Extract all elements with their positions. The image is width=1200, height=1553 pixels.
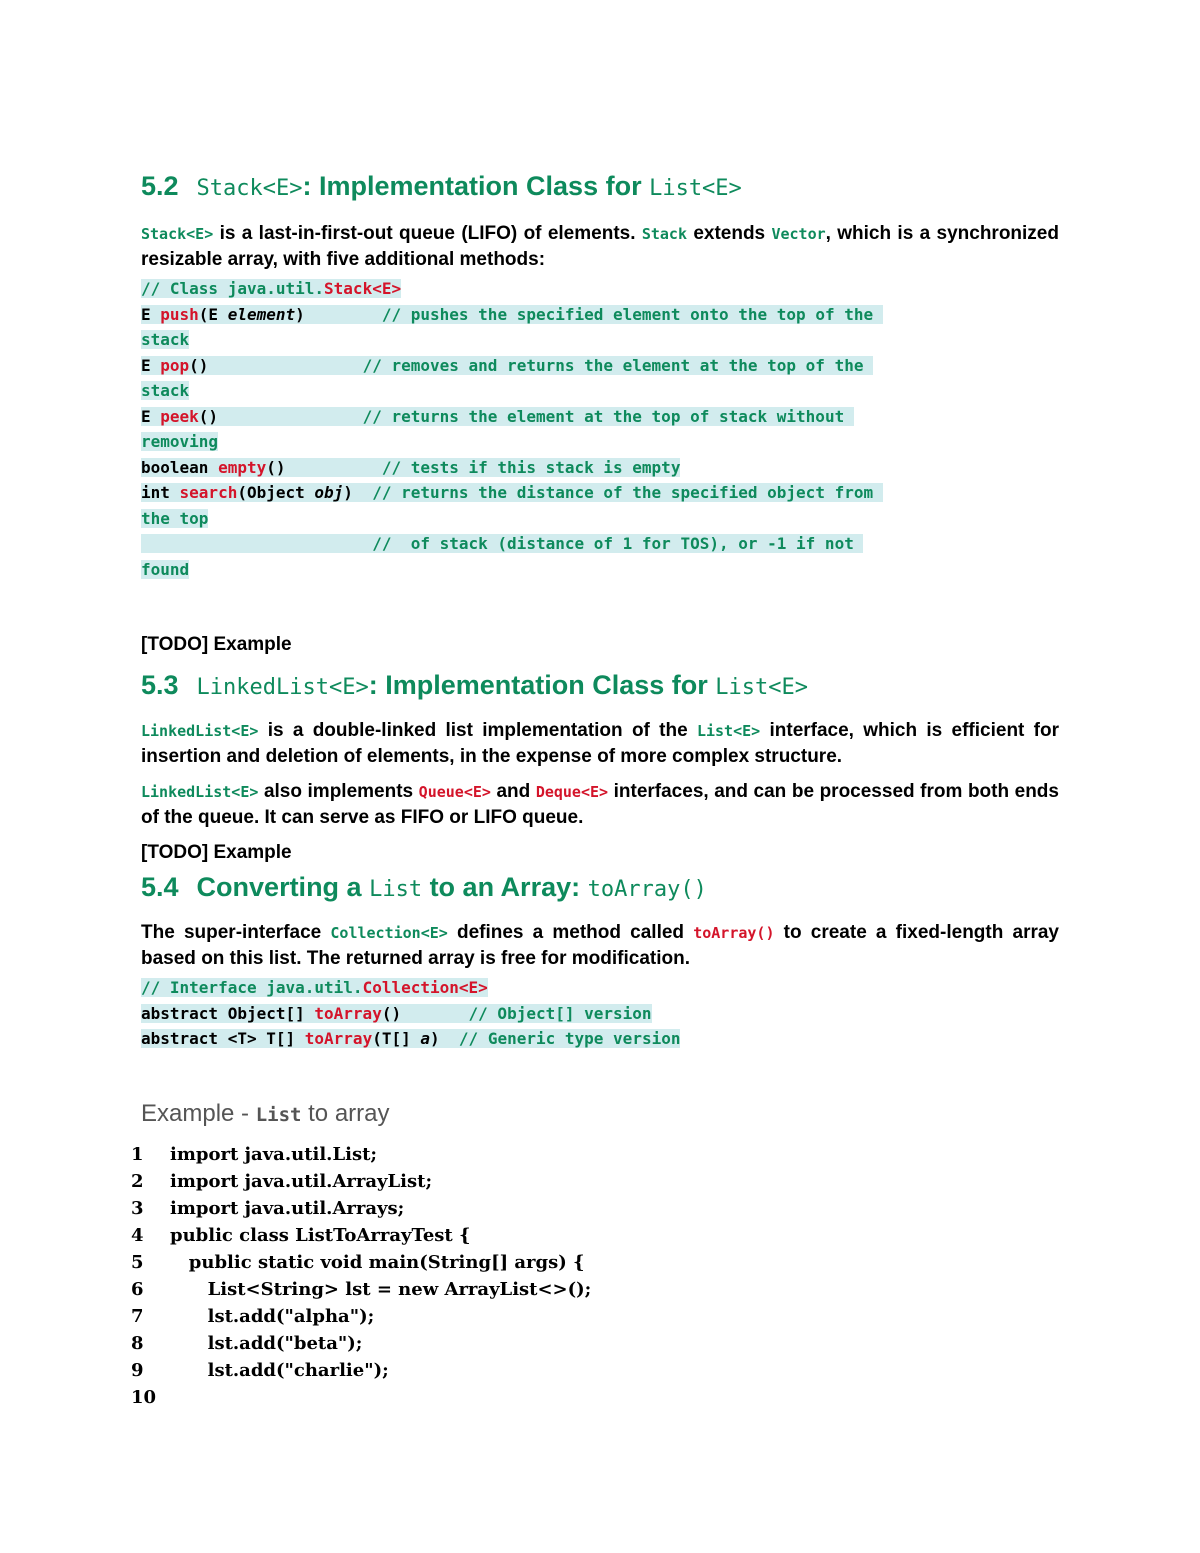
- text: The super-interface: [141, 922, 331, 943]
- inline-code: List<E>: [696, 722, 761, 740]
- heading-text: Converting a: [196, 872, 370, 902]
- listing-line: 9 lst.add("charlie");: [131, 1360, 389, 1381]
- listing-line: 3 import java.util.Arrays;: [131, 1198, 405, 1219]
- code-line: abstract Object[] toArray() // Object[] version: [141, 1003, 652, 1023]
- heading-code: List<E>: [649, 176, 742, 201]
- code-line: E pop() // removes and returns the element at the top of the: [141, 355, 874, 375]
- text: interface, which is efficient for insertion and deletion of elements, in the expense of more complex structure.: [141, 720, 1059, 767]
- inline-code: Vector: [771, 225, 826, 243]
- inline-code: LinkedList<E>: [141, 722, 259, 740]
- text: to array: [301, 1099, 390, 1127]
- heading-code: List: [369, 877, 423, 902]
- heading-text: to an Array:: [422, 872, 588, 902]
- listing-line: 1 import java.util.List;: [131, 1144, 378, 1165]
- inline-code: List: [255, 1103, 302, 1126]
- listing-line: 4 public class ListToArrayTest {: [131, 1225, 471, 1246]
- text: and: [490, 781, 536, 802]
- paragraph: [141, 779, 1059, 830]
- code-line: // of stack (distance of 1 for TOS), or -1 if not: [141, 531, 1059, 557]
- inline-code: Queue<E>: [418, 783, 491, 801]
- section-number: 5.3: [141, 670, 179, 700]
- inline-code: Collection<E>: [330, 924, 448, 942]
- text: defines a method called: [447, 922, 694, 943]
- listing-line: 10: [131, 1387, 157, 1408]
- text: to create a fixed-length array based on this list. The returned array is free for modification.: [141, 922, 1059, 969]
- todo-note: [TODO] Example: [141, 842, 292, 863]
- section-number: 5.2: [141, 171, 179, 201]
- code-line: E peek() // returns the element at the top of stack without: [141, 406, 854, 426]
- text: is a double-linked list implementation of the: [258, 720, 697, 741]
- code-line: boolean empty() // tests if this stack is empty: [141, 457, 681, 477]
- heading-text: : Implementation Class for: [302, 171, 650, 201]
- listing-line: 5 public static void main(String[] args) {: [131, 1252, 585, 1273]
- code-line: E push(E element) // pushes the specified element onto the top of the: [141, 304, 883, 324]
- section-number: 5.4: [141, 872, 179, 902]
- listing-line: 8 lst.add("beta");: [131, 1333, 363, 1354]
- text: also implements: [258, 781, 419, 802]
- example-title: [141, 1098, 1059, 1131]
- inline-code: LinkedList<E>: [141, 783, 259, 801]
- document-content: [141, 168, 1059, 1131]
- heading-code: List<E>: [715, 675, 809, 700]
- code-line: abstract <T> T[] toArray(T[] a) // Generic type version: [141, 1029, 681, 1048]
- code-line: found: [141, 559, 190, 579]
- heading-text: : Implementation Class for: [368, 670, 716, 700]
- section-heading-5-4: [141, 869, 1059, 908]
- text: , which is a synchronized resizable array, with five additional methods:: [141, 223, 1059, 270]
- text: Example -: [141, 1099, 256, 1127]
- listing-line: 2 import java.util.ArrayList;: [131, 1171, 433, 1192]
- inline-code: Stack<E>: [141, 225, 214, 243]
- todo-note: [TODO] Example: [141, 634, 292, 655]
- listing-line: 7 lst.add("alpha");: [131, 1306, 375, 1327]
- code-listing: [131, 1141, 591, 1411]
- paragraph: [141, 221, 1059, 272]
- inline-code: Stack: [641, 225, 687, 243]
- section-heading-5-2: [141, 168, 1059, 207]
- code-line: // Interface java.util.Collection<E>: [141, 978, 488, 997]
- text: interfaces, and can be processed from both ends of the queue. It can serve as FIFO or LIFO queue.: [141, 781, 1059, 828]
- listing-line: 6 List<String> lst = new ArrayList<>();: [131, 1279, 592, 1300]
- heading-code: LinkedList<E>: [196, 675, 369, 700]
- paragraph: [141, 920, 1059, 971]
- text: extends: [686, 223, 772, 244]
- code-line: int search(Object obj) // returns the distance of the specified object from: [141, 483, 883, 502]
- inline-code: Deque<E>: [535, 783, 609, 801]
- code-line: the top: [141, 508, 209, 528]
- code-line: // Class java.util.Stack<E>: [141, 279, 402, 298]
- heading-code: toArray(): [587, 877, 707, 902]
- paragraph: [141, 718, 1059, 769]
- code-block-collection: [141, 975, 1059, 1052]
- code-line: stack: [141, 381, 190, 400]
- inline-code: toArray(): [693, 924, 775, 942]
- section-heading-5-3: [141, 667, 1059, 706]
- code-line: removing: [141, 432, 219, 451]
- heading-code: Stack<E>: [196, 176, 303, 201]
- code-block-stack: [141, 276, 1059, 582]
- text: is a last-in-first-out queue (LIFO) of elements.: [213, 223, 642, 244]
- code-line: stack: [141, 330, 190, 349]
